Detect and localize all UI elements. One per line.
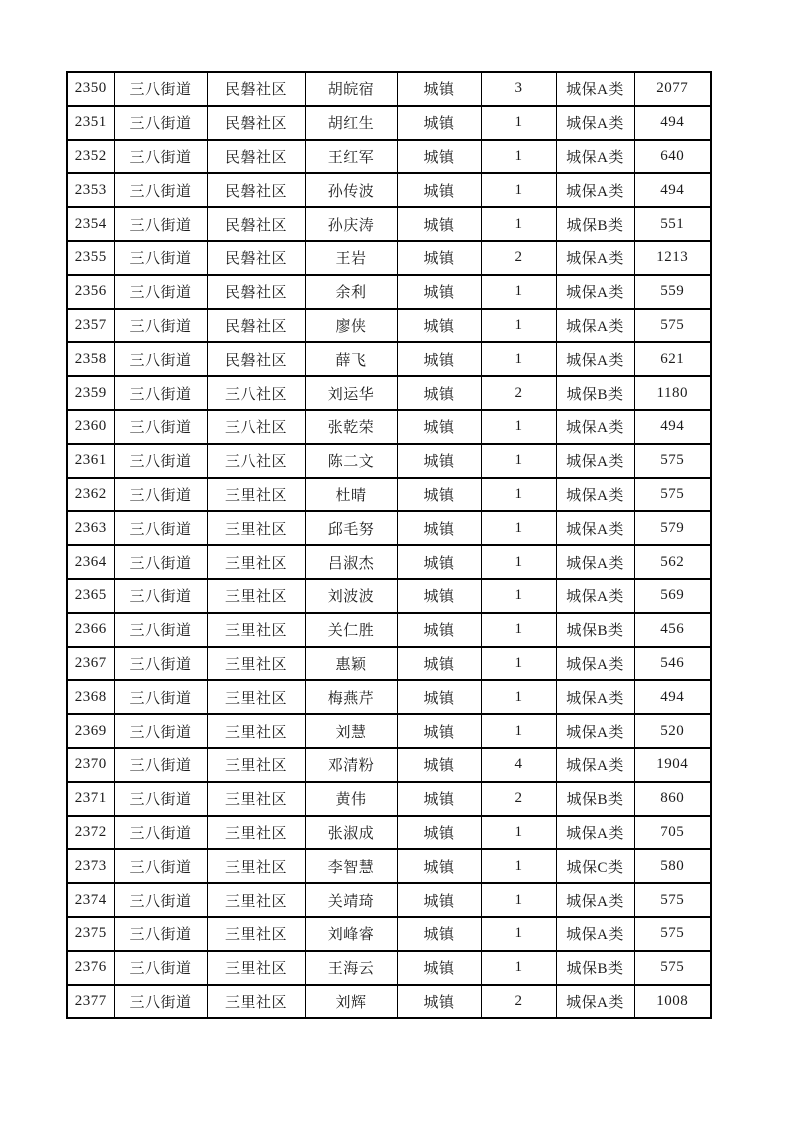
cell-serial-number: 2368: [67, 680, 114, 714]
cell-residence-type: 城镇: [397, 207, 481, 241]
table-row: [67, 917, 711, 951]
cell-person-count: 1: [481, 647, 556, 681]
table-row: [67, 951, 711, 985]
table-row: [67, 342, 711, 376]
cell-person-name: 刘慧: [305, 714, 397, 748]
cell-serial-number: 2360: [67, 410, 114, 444]
cell-amount: 559: [634, 275, 711, 309]
cell-community: 三里社区: [207, 714, 305, 748]
cell-community: 民磐社区: [207, 140, 305, 174]
cell-person-name: 薛飞: [305, 342, 397, 376]
cell-person-count: 1: [481, 951, 556, 985]
cell-amount: 2077: [634, 72, 711, 106]
cell-amount: 494: [634, 106, 711, 140]
table-row: [67, 647, 711, 681]
cell-serial-number: 2351: [67, 106, 114, 140]
cell-amount: 705: [634, 816, 711, 850]
cell-community: 三八社区: [207, 444, 305, 478]
table-row: [67, 241, 711, 275]
table-row: [67, 444, 711, 478]
cell-amount: 551: [634, 207, 711, 241]
cell-person-name: 吕淑杰: [305, 545, 397, 579]
cell-amount: 562: [634, 545, 711, 579]
cell-residence-type: 城镇: [397, 647, 481, 681]
cell-person-count: 1: [481, 309, 556, 343]
table-row: [67, 714, 711, 748]
cell-amount: 575: [634, 309, 711, 343]
cell-community: 三里社区: [207, 579, 305, 613]
cell-community: 民磐社区: [207, 106, 305, 140]
cell-person-name: 邓清粉: [305, 748, 397, 782]
cell-serial-number: 2375: [67, 917, 114, 951]
cell-person-name: 王红军: [305, 140, 397, 174]
cell-community: 三里社区: [207, 816, 305, 850]
cell-person-count: 1: [481, 579, 556, 613]
cell-serial-number: 2359: [67, 376, 114, 410]
cell-street: 三八街道: [114, 511, 207, 545]
table-row: [67, 106, 711, 140]
cell-street: 三八街道: [114, 376, 207, 410]
cell-serial-number: 2371: [67, 782, 114, 816]
cell-person-count: 1: [481, 680, 556, 714]
cell-street: 三八街道: [114, 207, 207, 241]
cell-amount: 579: [634, 511, 711, 545]
cell-subsidy-category: 城保A类: [556, 241, 634, 275]
table-row: [67, 545, 711, 579]
cell-community: 民磐社区: [207, 275, 305, 309]
cell-person-count: 2: [481, 376, 556, 410]
cell-subsidy-category: 城保A类: [556, 275, 634, 309]
cell-serial-number: 2373: [67, 849, 114, 883]
cell-subsidy-category: 城保A类: [556, 985, 634, 1019]
cell-person-name: 李智慧: [305, 849, 397, 883]
cell-amount: 580: [634, 849, 711, 883]
cell-subsidy-category: 城保A类: [556, 816, 634, 850]
cell-community: 三里社区: [207, 680, 305, 714]
cell-subsidy-category: 城保A类: [556, 309, 634, 343]
cell-street: 三八街道: [114, 985, 207, 1019]
table-row: [67, 173, 711, 207]
cell-person-count: 1: [481, 613, 556, 647]
cell-person-count: 3: [481, 72, 556, 106]
cell-person-count: 1: [481, 275, 556, 309]
cell-residence-type: 城镇: [397, 173, 481, 207]
table-row: [67, 511, 711, 545]
cell-residence-type: 城镇: [397, 478, 481, 512]
cell-person-count: 1: [481, 106, 556, 140]
cell-serial-number: 2354: [67, 207, 114, 241]
cell-person-name: 刘运华: [305, 376, 397, 410]
cell-street: 三八街道: [114, 342, 207, 376]
cell-person-count: 1: [481, 444, 556, 478]
table-row: [67, 309, 711, 343]
cell-street: 三八街道: [114, 849, 207, 883]
cell-amount: 575: [634, 883, 711, 917]
cell-street: 三八街道: [114, 72, 207, 106]
cell-residence-type: 城镇: [397, 816, 481, 850]
cell-amount: 1180: [634, 376, 711, 410]
cell-person-name: 刘峰睿: [305, 917, 397, 951]
cell-street: 三八街道: [114, 917, 207, 951]
cell-street: 三八街道: [114, 140, 207, 174]
cell-subsidy-category: 城保B类: [556, 207, 634, 241]
cell-person-count: 1: [481, 816, 556, 850]
cell-serial-number: 2369: [67, 714, 114, 748]
cell-subsidy-category: 城保B类: [556, 376, 634, 410]
cell-serial-number: 2377: [67, 985, 114, 1019]
cell-subsidy-category: 城保C类: [556, 849, 634, 883]
cell-subsidy-category: 城保A类: [556, 579, 634, 613]
cell-person-name: 张淑成: [305, 816, 397, 850]
cell-community: 三里社区: [207, 849, 305, 883]
cell-subsidy-category: 城保A类: [556, 714, 634, 748]
cell-person-count: 1: [481, 917, 556, 951]
table-row: [67, 680, 711, 714]
cell-serial-number: 2357: [67, 309, 114, 343]
cell-subsidy-category: 城保A类: [556, 478, 634, 512]
cell-serial-number: 2361: [67, 444, 114, 478]
table-row: [67, 613, 711, 647]
cell-person-count: 1: [481, 883, 556, 917]
cell-person-count: 1: [481, 714, 556, 748]
cell-residence-type: 城镇: [397, 545, 481, 579]
cell-street: 三八街道: [114, 309, 207, 343]
table-row: [67, 140, 711, 174]
cell-community: 三八社区: [207, 410, 305, 444]
table-row: [67, 883, 711, 917]
cell-person-name: 梅燕芹: [305, 680, 397, 714]
cell-street: 三八街道: [114, 579, 207, 613]
cell-person-count: 1: [481, 545, 556, 579]
cell-community: 民磐社区: [207, 72, 305, 106]
cell-subsidy-category: 城保B类: [556, 782, 634, 816]
cell-residence-type: 城镇: [397, 140, 481, 174]
cell-person-name: 杜晴: [305, 478, 397, 512]
cell-residence-type: 城镇: [397, 680, 481, 714]
cell-amount: 520: [634, 714, 711, 748]
table-row: [67, 207, 711, 241]
cell-serial-number: 2356: [67, 275, 114, 309]
cell-street: 三八街道: [114, 478, 207, 512]
cell-community: 三里社区: [207, 511, 305, 545]
cell-community: 三里社区: [207, 613, 305, 647]
cell-street: 三八街道: [114, 275, 207, 309]
cell-street: 三八街道: [114, 241, 207, 275]
table-row: [67, 275, 711, 309]
cell-community: 民磐社区: [207, 309, 305, 343]
cell-person-name: 刘波波: [305, 579, 397, 613]
cell-residence-type: 城镇: [397, 241, 481, 275]
cell-person-count: 2: [481, 782, 556, 816]
cell-person-name: 黄伟: [305, 782, 397, 816]
cell-subsidy-category: 城保A类: [556, 883, 634, 917]
cell-residence-type: 城镇: [397, 309, 481, 343]
cell-residence-type: 城镇: [397, 782, 481, 816]
cell-residence-type: 城镇: [397, 883, 481, 917]
cell-residence-type: 城镇: [397, 72, 481, 106]
cell-community: 三里社区: [207, 545, 305, 579]
cell-person-count: 4: [481, 748, 556, 782]
cell-serial-number: 2370: [67, 748, 114, 782]
cell-subsidy-category: 城保A类: [556, 444, 634, 478]
cell-community: 民磐社区: [207, 342, 305, 376]
cell-amount: 575: [634, 444, 711, 478]
table-row: [67, 72, 711, 106]
cell-community: 三八社区: [207, 376, 305, 410]
cell-amount: 456: [634, 613, 711, 647]
cell-community: 民磐社区: [207, 173, 305, 207]
cell-subsidy-category: 城保A类: [556, 140, 634, 174]
cell-street: 三八街道: [114, 714, 207, 748]
cell-street: 三八街道: [114, 951, 207, 985]
cell-street: 三八街道: [114, 816, 207, 850]
cell-person-count: 1: [481, 342, 556, 376]
cell-street: 三八街道: [114, 106, 207, 140]
cell-person-count: 1: [481, 173, 556, 207]
table-row: [67, 985, 711, 1019]
cell-community: 三里社区: [207, 478, 305, 512]
cell-residence-type: 城镇: [397, 849, 481, 883]
cell-serial-number: 2363: [67, 511, 114, 545]
cell-subsidy-category: 城保A类: [556, 545, 634, 579]
cell-subsidy-category: 城保A类: [556, 680, 634, 714]
cell-serial-number: 2358: [67, 342, 114, 376]
cell-street: 三八街道: [114, 444, 207, 478]
cell-serial-number: 2353: [67, 173, 114, 207]
cell-amount: 494: [634, 680, 711, 714]
cell-person-count: 1: [481, 410, 556, 444]
cell-amount: 1213: [634, 241, 711, 275]
cell-street: 三八街道: [114, 782, 207, 816]
cell-person-name: 孙传波: [305, 173, 397, 207]
cell-serial-number: 2374: [67, 883, 114, 917]
cell-community: 三里社区: [207, 647, 305, 681]
cell-amount: 1904: [634, 748, 711, 782]
cell-amount: 1008: [634, 985, 711, 1019]
cell-amount: 575: [634, 478, 711, 512]
cell-residence-type: 城镇: [397, 613, 481, 647]
cell-subsidy-category: 城保A类: [556, 511, 634, 545]
cell-amount: 494: [634, 410, 711, 444]
cell-amount: 546: [634, 647, 711, 681]
cell-person-name: 关靖琦: [305, 883, 397, 917]
cell-serial-number: 2376: [67, 951, 114, 985]
cell-subsidy-category: 城保A类: [556, 748, 634, 782]
cell-person-name: 胡皖宿: [305, 72, 397, 106]
cell-serial-number: 2366: [67, 613, 114, 647]
cell-person-name: 关仁胜: [305, 613, 397, 647]
cell-subsidy-category: 城保A类: [556, 342, 634, 376]
cell-person-name: 刘辉: [305, 985, 397, 1019]
cell-residence-type: 城镇: [397, 444, 481, 478]
table-row: [67, 410, 711, 444]
cell-person-count: 2: [481, 241, 556, 275]
cell-amount: 860: [634, 782, 711, 816]
table-body: [67, 72, 711, 1018]
cell-community: 民磐社区: [207, 207, 305, 241]
cell-residence-type: 城镇: [397, 275, 481, 309]
cell-person-name: 王海云: [305, 951, 397, 985]
cell-street: 三八街道: [114, 647, 207, 681]
cell-serial-number: 2350: [67, 72, 114, 106]
cell-community: 三里社区: [207, 917, 305, 951]
cell-amount: 575: [634, 917, 711, 951]
cell-residence-type: 城镇: [397, 376, 481, 410]
cell-serial-number: 2364: [67, 545, 114, 579]
cell-street: 三八街道: [114, 173, 207, 207]
cell-subsidy-category: 城保A类: [556, 410, 634, 444]
cell-person-name: 孙庆涛: [305, 207, 397, 241]
table-row: [67, 782, 711, 816]
table-row: [67, 748, 711, 782]
cell-residence-type: 城镇: [397, 748, 481, 782]
cell-community: 民磐社区: [207, 241, 305, 275]
cell-residence-type: 城镇: [397, 951, 481, 985]
cell-community: 三里社区: [207, 883, 305, 917]
cell-person-name: 余利: [305, 275, 397, 309]
cell-subsidy-category: 城保A类: [556, 173, 634, 207]
cell-street: 三八街道: [114, 410, 207, 444]
cell-residence-type: 城镇: [397, 917, 481, 951]
table-row: [67, 816, 711, 850]
cell-street: 三八街道: [114, 680, 207, 714]
cell-street: 三八街道: [114, 883, 207, 917]
cell-person-count: 1: [481, 849, 556, 883]
cell-person-count: 1: [481, 511, 556, 545]
cell-person-count: 1: [481, 478, 556, 512]
cell-community: 三里社区: [207, 951, 305, 985]
subsidy-roster-table: [66, 71, 712, 1019]
cell-serial-number: 2365: [67, 579, 114, 613]
cell-residence-type: 城镇: [397, 106, 481, 140]
cell-serial-number: 2352: [67, 140, 114, 174]
cell-residence-type: 城镇: [397, 985, 481, 1019]
cell-amount: 569: [634, 579, 711, 613]
cell-street: 三八街道: [114, 613, 207, 647]
cell-person-name: 张乾荣: [305, 410, 397, 444]
cell-amount: 575: [634, 951, 711, 985]
cell-subsidy-category: 城保A类: [556, 106, 634, 140]
cell-person-name: 廖侠: [305, 309, 397, 343]
cell-serial-number: 2355: [67, 241, 114, 275]
cell-serial-number: 2367: [67, 647, 114, 681]
cell-serial-number: 2372: [67, 816, 114, 850]
cell-residence-type: 城镇: [397, 511, 481, 545]
cell-person-name: 王岩: [305, 241, 397, 275]
cell-amount: 621: [634, 342, 711, 376]
cell-subsidy-category: 城保B类: [556, 951, 634, 985]
table-row: [67, 849, 711, 883]
cell-person-count: 1: [481, 207, 556, 241]
table-row: [67, 579, 711, 613]
cell-street: 三八街道: [114, 748, 207, 782]
cell-person-name: 邱毛努: [305, 511, 397, 545]
cell-street: 三八街道: [114, 545, 207, 579]
cell-person-name: 胡红生: [305, 106, 397, 140]
cell-community: 三里社区: [207, 748, 305, 782]
cell-residence-type: 城镇: [397, 342, 481, 376]
cell-residence-type: 城镇: [397, 714, 481, 748]
cell-subsidy-category: 城保A类: [556, 72, 634, 106]
cell-subsidy-category: 城保A类: [556, 647, 634, 681]
table-row: [67, 376, 711, 410]
cell-person-name: 陈二文: [305, 444, 397, 478]
cell-community: 三里社区: [207, 782, 305, 816]
cell-residence-type: 城镇: [397, 579, 481, 613]
cell-residence-type: 城镇: [397, 410, 481, 444]
cell-amount: 494: [634, 173, 711, 207]
cell-person-count: 2: [481, 985, 556, 1019]
cell-subsidy-category: 城保A类: [556, 917, 634, 951]
cell-person-count: 1: [481, 140, 556, 174]
cell-subsidy-category: 城保B类: [556, 613, 634, 647]
cell-person-name: 惠颖: [305, 647, 397, 681]
table-row: [67, 478, 711, 512]
cell-serial-number: 2362: [67, 478, 114, 512]
cell-amount: 640: [634, 140, 711, 174]
cell-community: 三里社区: [207, 985, 305, 1019]
